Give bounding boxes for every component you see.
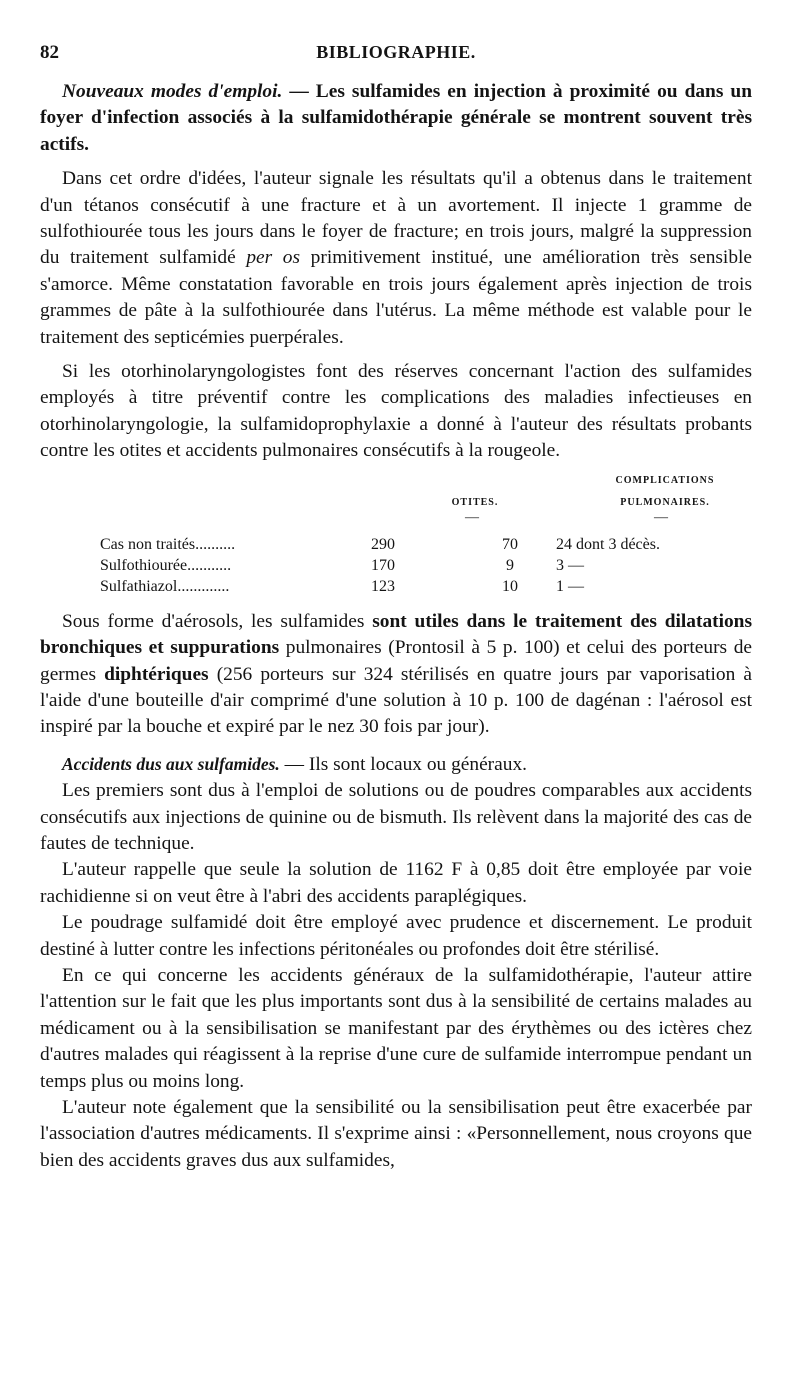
paragraph-text: pulmonaires (Prontosil à 5 p. 100) et celui des porteurs de germes [40,637,752,685]
row-label: Cas non traités.......... [100,535,236,553]
paragraph-aerosols [40,609,752,741]
paragraph-text: primitivement institué, une amélioration très sensible s'amorce. Même constatation favorable en trois jours également après injection de trois grammes de pâte à la sulfothiourée dans l'utérus. La même méthode est valable pour le traitement des septicémies puerpérales. [40,247,753,348]
paragraph-solution [40,857,752,910]
paragraph-accidents [40,751,752,778]
cell-complications: 3 — [556,556,584,574]
cell-complications: 24 dont 3 décès. [556,535,660,553]
italic-term: per os [246,247,301,269]
paragraph-text: L'auteur rappelle que seule la solution de 1162 F à 0,85 doit être employée par voie rachidienne si on veut être à l'abri des accidents paraplégiques. [40,859,752,907]
row-label: Sulfathiazol............. [100,577,230,595]
running-title: BIBLIOGRAPHIE. [316,42,476,62]
cell-complications: 1 — [556,577,584,595]
column-header-pulmonaires: PULMONAIRES. [620,496,710,508]
column-header-complications [580,475,750,487]
cell-base: 123 [371,577,395,595]
table-row [100,535,752,555]
paragraph-text: — Les sulfamides en injection à proximité ou dans un foyer d'infection associés à la sulfamidothérapie générale se montrent souvent très actifs. [40,81,752,155]
bold-text: sont utiles dans le traitement des dilatations bronchiques et suppurations [40,610,753,659]
paragraph-general-accidents [40,963,752,1095]
row-label: Sulfothiourée........... [100,556,232,574]
cell-otites: 10 [502,577,518,595]
cell-base: 170 [371,556,395,574]
paragraph-text: L'auteur note également que la sensibilité ou la sensibilisation peut être exacerbée par l'association d'autres médicaments. Il s'exprime ainsi : «Personnellement, nous croyons que bien des accidents graves dus aux sulfamides, [40,1097,752,1171]
page-header [40,30,752,70]
paragraph-text: (256 porteurs sur 324 stérilisés en quatre jours par vaporisation à l'aide d'une bouteille d'air comprimé d'une solution à 10 p. 100 de dagénan : l'aérosol est inspiré par la bouche et expiré par le nez 30 fois par jour). [40,663,752,738]
paragraph-sensitivity [40,1095,752,1174]
paragraph-text: Les premiers sont dus à l'emploi de solutions ou de poudres comparables aux accidents consécutifs aux injections de quinine ou de bismuth. Ils relèvent dans la majorité des cas de fautes de technique. [40,780,752,854]
paragraph-text: Le poudrage sulfamidé doit être employé avec prudence et discernement. Le produit destiné à lutter contre les infections péritonéales ou profondes doit être stérilisé. [40,912,752,960]
page-number: 82 [40,42,59,63]
paragraph-orl [40,359,752,465]
paragraph-text: Dans cet ordre d'idées, l'auteur signale les résultats qu'il a obtenus dans le traitement d'un tétanos consécutif à une fracture et à un avortement. Il injecte 1 gramme de sulfothiourée tous les jours dans le foyer de fracture; en trois jours, malgré la suppression du traitement sulfamidé [40,168,752,269]
table-row [100,556,752,576]
column-rule-complications: — [654,509,668,525]
document-page [40,30,752,1174]
table-row [100,577,752,597]
column-header-line: COMPLICATIONS [615,474,715,486]
cell-base: 290 [371,535,395,553]
bold-text: diphtériques [104,663,209,685]
cell-otites: 70 [502,535,518,553]
cell-otites: 9 [506,556,514,574]
column-rule-otites: — [465,509,479,525]
paragraph-local-accidents [40,778,752,857]
paragraph-tetanus [40,166,752,351]
paragraph-text: Si les otorhinolaryngologistes font des réserves concernant l'action des sulfamides employés à titre préventif contre les complications des maladies infectieuses en otorhinolaryngologie, la sulfamidoprophylaxie a donné à l'auteur des résultats probants contre les otites et accidents pulmonaires consécutifs à la rougeole. [40,361,752,462]
results-table [40,467,752,599]
column-header-otites: OTITES. [451,496,499,508]
paragraph-text: Sous forme d'aérosols, les sulfamides [62,610,373,632]
paragraph-text: En ce qui concerne les accidents généraux de la sulfamidothérapie, l'auteur attire l'attention sur le fait que les plus importants sont dus à la sensibilité de certains malades au médicament ou à la sensibilisation se manifestant par des érythèmes ou des ictères chez d'autres malades qui réagissent à la reprise d'une cure de sulfamide interrompue pendant un temps plus ou moins long. [40,964,752,1092]
body-text [40,79,752,1174]
paragraph-new-uses [40,79,752,158]
paragraph-powder [40,910,752,963]
paragraph-text: — Ils sont locaux ou généraux. [279,753,527,775]
section-heading-accidents: Accidents dus aux sulfamides. [62,753,280,774]
section-heading-new-uses: Nouveaux modes d'emploi. [62,81,283,102]
